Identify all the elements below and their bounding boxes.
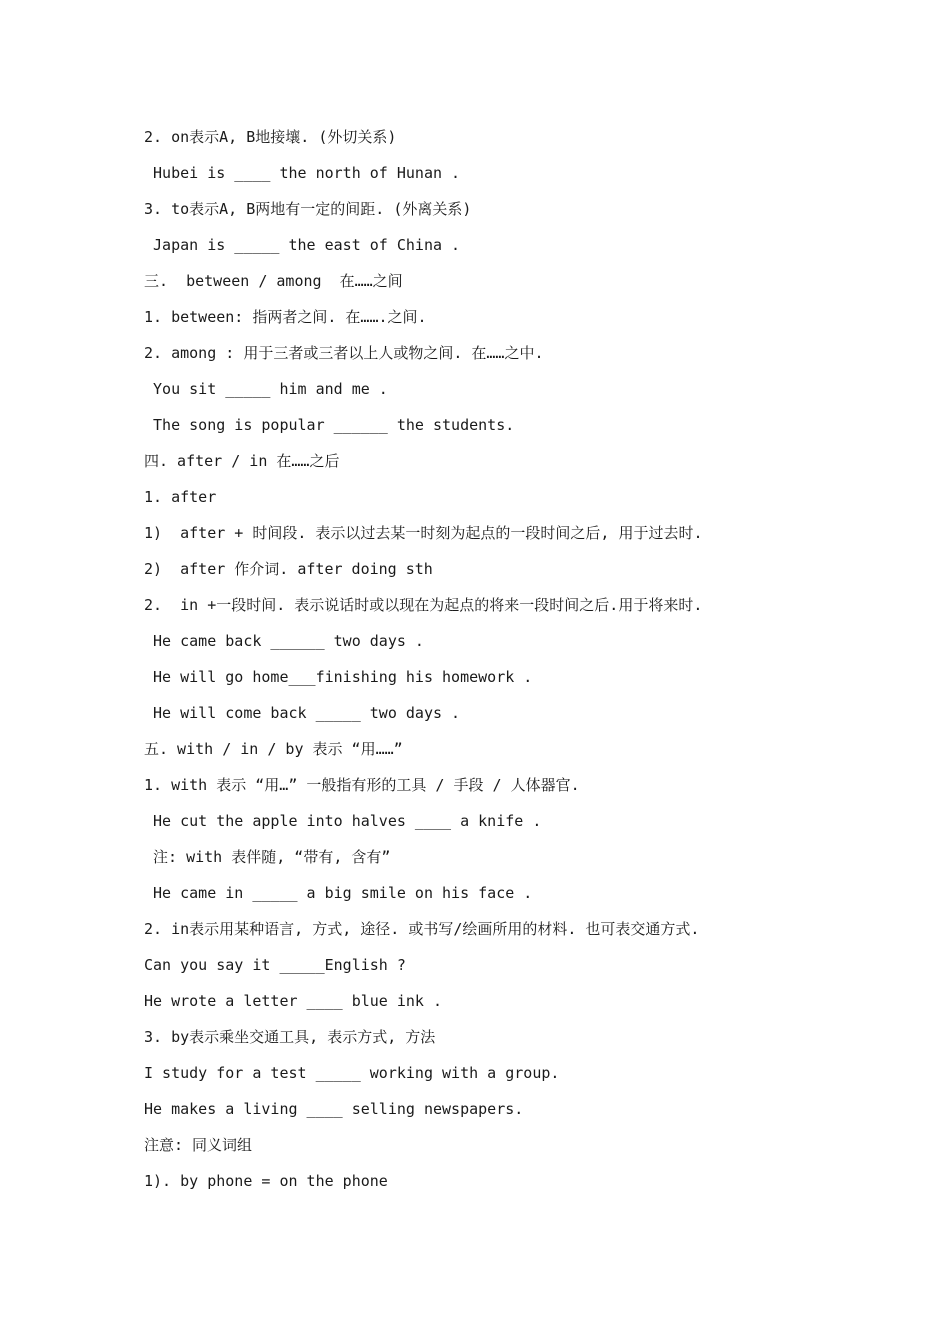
text-line: 1. with 表示 “用…” 一般指有形的工具 / 手段 / 人体器官.: [144, 776, 580, 794]
text-line: He cut the apple into halves ____ a knife .: [144, 812, 542, 830]
text-line: 注: with 表伴随, “带有, 含有”: [144, 848, 391, 866]
text-line: He will go home___finishing his homework .: [144, 668, 533, 686]
text-line: 1). by phone = on the phone: [144, 1172, 388, 1190]
text-line: 2. among : 用于三者或三者以上人或物之间. 在……之中.: [144, 344, 544, 362]
text-line: 1. between: 指两者之间. 在…….之间.: [144, 308, 427, 326]
text-line: You sit _____ him and me .: [144, 380, 388, 398]
text-line: 1) after + 时间段. 表示以过去某一时刻为起点的一段时间之后, 用于过去时.: [144, 524, 703, 542]
text-line: Hubei is ____ the north of Hunan .: [144, 164, 461, 182]
section-heading: 五. with / in / by 表示 “用……”: [144, 740, 403, 758]
text-line: I study for a test _____ working with a group.: [144, 1064, 560, 1082]
text-line: Can you say it _____English ?: [144, 956, 406, 974]
text-line: 3. by表示乘坐交通工具, 表示方式, 方法: [144, 1028, 436, 1046]
text-body: [144, 125, 864, 1205]
text-line: He will come back _____ two days .: [144, 704, 461, 722]
text-line: Japan is _____ the east of China .: [144, 236, 461, 254]
text-line: He came back ______ two days .: [144, 632, 424, 650]
text-line: 2. in +一段时间. 表示说话时或以现在为起点的将来一段时间之后.用于将来时.: [144, 596, 703, 614]
text-line: He wrote a letter ____ blue ink .: [144, 992, 443, 1010]
text-line: He came in _____ a big smile on his face .: [144, 884, 533, 902]
section-heading: 三. between / among 在……之间: [144, 272, 403, 290]
text-line: 1. after: [144, 488, 217, 506]
text-line: He makes a living ____ selling newspapers.: [144, 1100, 524, 1118]
text-line: 2. in表示用某种语言, 方式, 途径. 或书写/绘画所用的材料. 也可表交通方式.: [144, 920, 700, 938]
text-line: 3. to表示A, B两地有一定的间距. (外离关系): [144, 200, 472, 218]
text-line: The song is popular ______ the students.: [144, 416, 515, 434]
text-line: 注意: 同义词组: [144, 1136, 253, 1154]
text-line: 2) after 作介词. after doing sth: [144, 560, 433, 578]
section-heading: 四. after / in 在……之后: [144, 452, 340, 470]
text-line: 2. on表示A, B地接壤. (外切关系): [144, 128, 397, 146]
